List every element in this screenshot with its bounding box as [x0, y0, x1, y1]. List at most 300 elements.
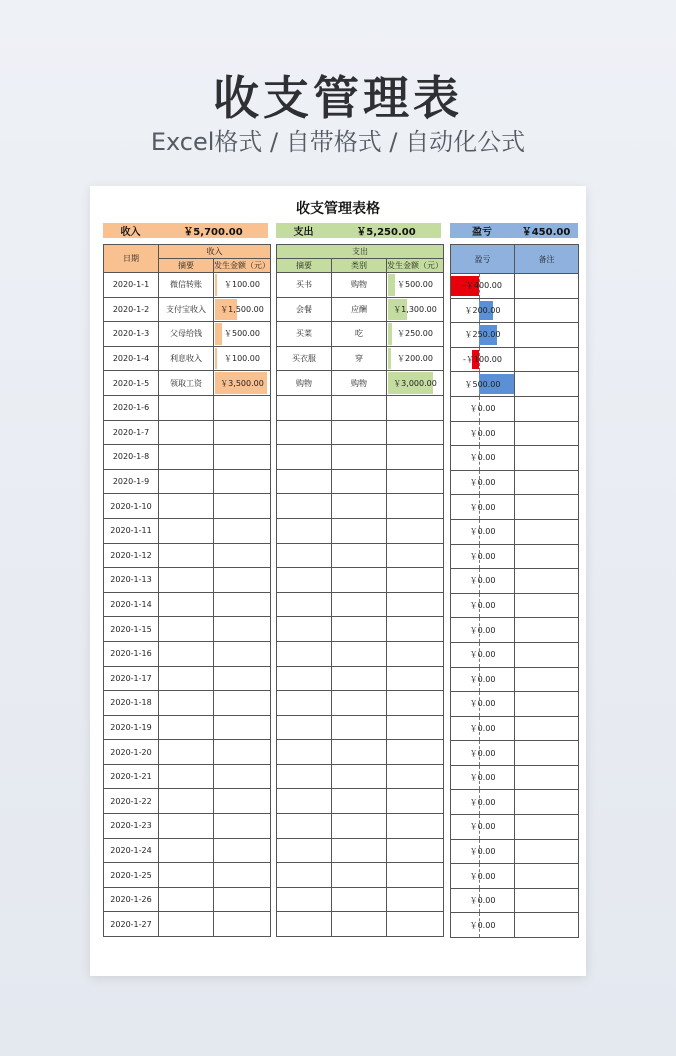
expense-row	[277, 641, 444, 666]
note-cell[interactable]	[515, 372, 579, 397]
date-cell[interactable]: 2020-1-23	[104, 814, 159, 839]
note-cell[interactable]	[515, 913, 579, 938]
income-row	[104, 322, 271, 347]
expense-category-cell[interactable]: 吃	[332, 322, 387, 347]
income-amount-cell[interactable]	[214, 543, 271, 568]
date-cell[interactable]: 2020-1-10	[104, 494, 159, 519]
expense-amount-cell[interactable]	[387, 912, 444, 937]
profit-cell[interactable]	[451, 765, 515, 790]
expense-desc-cell[interactable]	[277, 789, 332, 814]
income-row	[104, 814, 271, 839]
date-cell[interactable]: 2020-1-6	[104, 395, 159, 420]
profit-row	[451, 888, 579, 913]
expense-row	[277, 494, 444, 519]
income-amount-cell[interactable]	[214, 518, 271, 543]
note-cell[interactable]	[515, 298, 579, 323]
expense-desc-cell[interactable]	[277, 912, 332, 937]
note-cell[interactable]	[515, 642, 579, 667]
expense-category-cell[interactable]	[332, 420, 387, 445]
profit-cell[interactable]	[451, 396, 515, 421]
profit-cell[interactable]	[451, 864, 515, 889]
profit-cell[interactable]	[451, 790, 515, 815]
date-cell[interactable]: 2020-1-1	[104, 273, 159, 298]
expense-desc-cell[interactable]	[277, 691, 332, 716]
profit-cell[interactable]	[451, 913, 515, 938]
income-amount-cell[interactable]	[214, 322, 271, 347]
date-cell[interactable]: 2020-1-20	[104, 740, 159, 765]
income-amount-cell[interactable]	[214, 912, 271, 937]
expense-amount-cell[interactable]	[387, 346, 444, 371]
note-cell[interactable]	[515, 274, 579, 299]
date-cell[interactable]: 2020-1-4	[104, 346, 159, 371]
income-desc-cell[interactable]: 父母给钱	[159, 322, 214, 347]
expense-row	[277, 691, 444, 716]
expense-category-cell[interactable]	[332, 789, 387, 814]
expense-category-cell[interactable]	[332, 518, 387, 543]
income-amount-cell[interactable]	[214, 445, 271, 470]
note-cell[interactable]	[515, 716, 579, 741]
profit-cell-text: ￥0.00	[469, 601, 496, 611]
expense-category-cell[interactable]	[332, 617, 387, 642]
profit-cell[interactable]	[451, 741, 515, 766]
date-cell[interactable]: 2020-1-11	[104, 518, 159, 543]
expense-desc-cell[interactable]	[277, 838, 332, 863]
note-cell[interactable]	[515, 323, 579, 348]
expense-amount-cell[interactable]	[387, 592, 444, 617]
expense-row	[277, 297, 444, 322]
note-cell[interactable]	[515, 519, 579, 544]
income-amount-cell-text: ￥1,500.00	[220, 304, 264, 314]
profit-row	[451, 716, 579, 741]
profit-cell[interactable]	[451, 569, 515, 594]
income-row	[104, 641, 271, 666]
income-summary-col-header: 摘要	[159, 259, 214, 273]
note-cell[interactable]	[515, 495, 579, 520]
expense-desc-cell[interactable]	[277, 469, 332, 494]
profit-cell[interactable]	[451, 495, 515, 520]
income-amount-cell[interactable]	[214, 838, 271, 863]
expense-category-cell[interactable]	[332, 740, 387, 765]
expense-category-cell[interactable]	[332, 863, 387, 888]
expense-category-cell[interactable]	[332, 469, 387, 494]
expense-amount-cell[interactable]	[387, 715, 444, 740]
income-amount-cell[interactable]	[214, 420, 271, 445]
income-amount-cell[interactable]	[214, 691, 271, 716]
income-desc-cell[interactable]	[159, 740, 214, 765]
income-row	[104, 912, 271, 937]
profit-cell[interactable]	[451, 274, 515, 299]
profit-cell[interactable]	[451, 667, 515, 692]
profit-row	[451, 790, 579, 815]
income-amount-cell[interactable]	[214, 764, 271, 789]
income-row	[104, 715, 271, 740]
expense-amount-cell[interactable]	[387, 445, 444, 470]
income-row	[104, 420, 271, 445]
expense-row	[277, 863, 444, 888]
income-amount-cell[interactable]	[214, 395, 271, 420]
income-desc-cell[interactable]	[159, 764, 214, 789]
profit-cell[interactable]	[451, 839, 515, 864]
expense-desc-cell[interactable]: 买菜	[277, 322, 332, 347]
expense-desc-cell[interactable]	[277, 395, 332, 420]
income-amount-cell-text: ￥100.00	[224, 280, 260, 290]
date-cell[interactable]: 2020-1-9	[104, 469, 159, 494]
expense-category-cell[interactable]	[332, 395, 387, 420]
date-cell[interactable]: 2020-1-27	[104, 912, 159, 937]
income-desc-cell[interactable]	[159, 617, 214, 642]
income-desc-cell[interactable]	[159, 445, 214, 470]
income-desc-cell[interactable]: 领取工资	[159, 371, 214, 396]
profit-cell[interactable]	[451, 347, 515, 372]
expense-desc-cell[interactable]	[277, 617, 332, 642]
date-header: 日期	[104, 245, 159, 273]
income-desc-cell[interactable]: 支付宝收入	[159, 297, 214, 322]
income-desc-cell[interactable]: 微信转账	[159, 273, 214, 298]
income-amount-cell[interactable]	[214, 592, 271, 617]
expense-category-cell[interactable]	[332, 592, 387, 617]
income-amount-cell[interactable]	[214, 740, 271, 765]
profit-row	[451, 741, 579, 766]
expense-category-cell[interactable]: 购物	[332, 273, 387, 298]
expense-row	[277, 814, 444, 839]
expense-summary	[276, 223, 441, 238]
profit-cell[interactable]	[451, 421, 515, 446]
note-cell[interactable]	[515, 765, 579, 790]
expense-amount-cell-text: ￥500.00	[397, 280, 433, 290]
date-cell[interactable]: 2020-1-22	[104, 789, 159, 814]
expense-category-cell[interactable]: 穿	[332, 346, 387, 371]
date-cell[interactable]: 2020-1-12	[104, 543, 159, 568]
expense-amount-cell[interactable]	[387, 322, 444, 347]
profit-cell-text: ￥200.00	[464, 305, 501, 315]
date-cell[interactable]: 2020-1-18	[104, 691, 159, 716]
income-amount-cell[interactable]	[214, 887, 271, 912]
profit-cell-text: ￥0.00	[469, 723, 496, 733]
note-cell[interactable]	[515, 347, 579, 372]
note-cell[interactable]	[515, 864, 579, 889]
expense-desc-cell[interactable]: 买书	[277, 273, 332, 298]
income-amount-cell[interactable]	[214, 346, 271, 371]
profit-summary	[450, 223, 578, 238]
expense-desc-cell[interactable]	[277, 863, 332, 888]
income-amount-cell-text: ￥100.00	[224, 354, 260, 364]
expense-desc-cell[interactable]	[277, 814, 332, 839]
income-amount-cell[interactable]	[214, 666, 271, 691]
expense-desc-cell[interactable]	[277, 568, 332, 593]
expense-amount-cell[interactable]	[387, 371, 444, 396]
profit-row	[451, 569, 579, 594]
expense-row	[277, 445, 444, 470]
income-row	[104, 666, 271, 691]
income-amount-cell[interactable]	[214, 715, 271, 740]
profit-row	[451, 815, 579, 840]
note-cell[interactable]	[515, 569, 579, 594]
profit-cell[interactable]	[451, 815, 515, 840]
date-cell[interactable]: 2020-1-8	[104, 445, 159, 470]
income-amount-cell[interactable]	[214, 863, 271, 888]
profit-cell[interactable]	[451, 446, 515, 471]
expense-desc-cell[interactable]	[277, 740, 332, 765]
expense-desc-cell[interactable]: 购物	[277, 371, 332, 396]
note-cell[interactable]	[515, 618, 579, 643]
expense-amount-cell[interactable]	[387, 641, 444, 666]
income-row	[104, 297, 271, 322]
income-amount-cell[interactable]	[214, 641, 271, 666]
income-desc-cell[interactable]	[159, 641, 214, 666]
expense-amount-col-header: 发生金额（元）	[387, 259, 444, 273]
profit-cell[interactable]	[451, 323, 515, 348]
profit-row	[451, 593, 579, 618]
expense-desc-cell[interactable]	[277, 666, 332, 691]
date-cell[interactable]: 2020-1-13	[104, 568, 159, 593]
income-desc-cell[interactable]	[159, 420, 214, 445]
income-desc-cell[interactable]	[159, 912, 214, 937]
note-cell[interactable]	[515, 741, 579, 766]
profit-cell-text: -￥100.00	[463, 355, 502, 365]
expense-desc-cell[interactable]	[277, 420, 332, 445]
profit-row	[451, 913, 579, 938]
note-cell[interactable]	[515, 888, 579, 913]
expense-desc-cell[interactable]	[277, 764, 332, 789]
expense-category-cell[interactable]: 应酬	[332, 297, 387, 322]
note-cell[interactable]	[515, 790, 579, 815]
income-desc-cell[interactable]	[159, 691, 214, 716]
expense-category-cell[interactable]	[332, 715, 387, 740]
profit-cell-text: ￥0.00	[469, 502, 496, 512]
expense-row	[277, 789, 444, 814]
note-cell[interactable]	[515, 470, 579, 495]
income-desc-cell[interactable]	[159, 814, 214, 839]
profit-cell[interactable]	[451, 470, 515, 495]
expense-category-cell[interactable]	[332, 445, 387, 470]
expense-category-cell[interactable]: 购物	[332, 371, 387, 396]
income-desc-cell[interactable]	[159, 887, 214, 912]
expense-category-cell[interactable]	[332, 912, 387, 937]
expense-amount-cell[interactable]	[387, 863, 444, 888]
expense-row	[277, 617, 444, 642]
income-amount-cell-bar	[215, 274, 217, 296]
date-cell[interactable]: 2020-1-3	[104, 322, 159, 347]
profit-cell[interactable]	[451, 642, 515, 667]
expense-category-cell[interactable]	[332, 838, 387, 863]
note-cell[interactable]	[515, 815, 579, 840]
expense-amount-cell[interactable]	[387, 691, 444, 716]
profit-cell[interactable]	[451, 544, 515, 569]
expense-desc-cell[interactable]	[277, 641, 332, 666]
expense-category-cell[interactable]	[332, 814, 387, 839]
income-table	[103, 244, 271, 937]
date-cell[interactable]: 2020-1-16	[104, 641, 159, 666]
income-desc-cell[interactable]	[159, 715, 214, 740]
expense-amount-cell[interactable]	[387, 518, 444, 543]
note-cell[interactable]	[515, 667, 579, 692]
income-row	[104, 592, 271, 617]
profit-row	[451, 692, 579, 717]
note-cell[interactable]	[515, 839, 579, 864]
profit-row	[451, 347, 579, 372]
income-row	[104, 346, 271, 371]
income-desc-cell[interactable]	[159, 568, 214, 593]
date-cell[interactable]: 2020-1-26	[104, 887, 159, 912]
expense-amount-cell[interactable]	[387, 420, 444, 445]
profit-cell[interactable]	[451, 692, 515, 717]
income-amount-cell[interactable]	[214, 568, 271, 593]
profit-row	[451, 667, 579, 692]
income-amount-cell[interactable]	[214, 297, 271, 322]
income-row	[104, 469, 271, 494]
expense-row	[277, 764, 444, 789]
expense-amount-cell[interactable]	[387, 887, 444, 912]
profit-row	[451, 519, 579, 544]
expense-summary-col-header: 摘要	[277, 259, 332, 273]
expense-desc-cell[interactable]	[277, 543, 332, 568]
profit-cell-text: ￥0.00	[469, 871, 496, 881]
expense-amount-cell[interactable]	[387, 789, 444, 814]
profit-cell-text: ￥0.00	[469, 674, 496, 684]
note-cell[interactable]	[515, 692, 579, 717]
expense-row	[277, 371, 444, 396]
expense-category-cell[interactable]	[332, 691, 387, 716]
expense-row	[277, 568, 444, 593]
income-amount-cell[interactable]	[214, 494, 271, 519]
income-desc-cell[interactable]	[159, 863, 214, 888]
date-cell[interactable]: 2020-1-5	[104, 371, 159, 396]
profit-cell[interactable]	[451, 716, 515, 741]
expense-category-cell[interactable]	[332, 887, 387, 912]
expense-amount-cell[interactable]	[387, 273, 444, 298]
expense-category-cell[interactable]	[332, 494, 387, 519]
date-cell[interactable]: 2020-1-7	[104, 420, 159, 445]
profit-row	[451, 495, 579, 520]
expense-amount-cell[interactable]	[387, 838, 444, 863]
income-summary	[103, 223, 268, 238]
expense-desc-cell[interactable]: 会餐	[277, 297, 332, 322]
profit-cell[interactable]	[451, 593, 515, 618]
profit-cell[interactable]	[451, 888, 515, 913]
profit-cell-text: ￥0.00	[469, 748, 496, 758]
expense-amount-cell[interactable]	[387, 543, 444, 568]
income-desc-cell[interactable]	[159, 469, 214, 494]
expense-category-cell[interactable]	[332, 666, 387, 691]
income-amount-cell[interactable]	[214, 814, 271, 839]
date-cell[interactable]: 2020-1-21	[104, 764, 159, 789]
income-desc-cell[interactable]: 利息收入	[159, 346, 214, 371]
note-cell[interactable]	[515, 446, 579, 471]
profit-cell-text: ￥0.00	[469, 453, 496, 463]
expense-row	[277, 273, 444, 298]
income-amount-cell-bar	[215, 348, 217, 370]
income-amount-cell[interactable]	[214, 789, 271, 814]
income-desc-cell[interactable]	[159, 838, 214, 863]
expense-amount-cell[interactable]	[387, 568, 444, 593]
income-row	[104, 764, 271, 789]
note-cell[interactable]	[515, 593, 579, 618]
income-row	[104, 740, 271, 765]
date-cell[interactable]: 2020-1-17	[104, 666, 159, 691]
income-desc-cell[interactable]	[159, 395, 214, 420]
expense-desc-cell[interactable]	[277, 445, 332, 470]
profit-cell-text: ￥0.00	[469, 428, 496, 438]
expense-category-cell[interactable]	[332, 543, 387, 568]
note-cell[interactable]	[515, 421, 579, 446]
expense-amount-cell[interactable]	[387, 617, 444, 642]
expense-category-cell[interactable]	[332, 641, 387, 666]
date-cell[interactable]: 2020-1-25	[104, 863, 159, 888]
expense-desc-cell[interactable]	[277, 887, 332, 912]
expense-row	[277, 543, 444, 568]
note-cell[interactable]	[515, 544, 579, 569]
date-cell[interactable]: 2020-1-19	[104, 715, 159, 740]
spreadsheet	[90, 186, 586, 976]
date-cell[interactable]: 2020-1-15	[104, 617, 159, 642]
expense-amount-cell[interactable]	[387, 297, 444, 322]
profit-row	[451, 396, 579, 421]
expense-amount-cell[interactable]	[387, 469, 444, 494]
expense-amount-cell[interactable]	[387, 740, 444, 765]
expense-row	[277, 592, 444, 617]
income-desc-cell[interactable]	[159, 494, 214, 519]
expense-desc-cell[interactable]	[277, 715, 332, 740]
income-row	[104, 887, 271, 912]
expense-amount-cell[interactable]	[387, 494, 444, 519]
note-col-header: 备注	[515, 245, 579, 274]
profit-cell-text: ￥0.00	[469, 625, 496, 635]
date-cell[interactable]: 2020-1-24	[104, 838, 159, 863]
expense-amount-cell[interactable]	[387, 764, 444, 789]
profit-cell[interactable]	[451, 372, 515, 397]
expense-desc-cell[interactable]	[277, 592, 332, 617]
income-desc-cell[interactable]	[159, 789, 214, 814]
income-amount-cell[interactable]	[214, 617, 271, 642]
income-row	[104, 543, 271, 568]
profit-cell-text: ￥0.00	[469, 797, 496, 807]
profit-cell-text: ￥500.00	[464, 379, 501, 389]
income-amount-cell[interactable]	[214, 371, 271, 396]
note-cell[interactable]	[515, 396, 579, 421]
income-desc-cell[interactable]	[159, 592, 214, 617]
expense-amount-cell-bar	[388, 348, 391, 370]
income-desc-cell[interactable]	[159, 666, 214, 691]
expense-category-cell[interactable]	[332, 764, 387, 789]
expense-amount-cell[interactable]	[387, 814, 444, 839]
profit-cell-text: ￥0.00	[469, 576, 496, 586]
expense-desc-cell[interactable]	[277, 518, 332, 543]
expense-desc-cell[interactable]: 买衣服	[277, 346, 332, 371]
income-amount-col-header: 发生金额（元）	[214, 259, 271, 273]
date-cell[interactable]: 2020-1-14	[104, 592, 159, 617]
income-amount-cell[interactable]	[214, 469, 271, 494]
income-amount-cell[interactable]	[214, 273, 271, 298]
income-desc-cell[interactable]	[159, 518, 214, 543]
profit-cell[interactable]	[451, 298, 515, 323]
expense-row	[277, 838, 444, 863]
date-cell[interactable]: 2020-1-2	[104, 297, 159, 322]
profit-cell-text: ￥0.00	[469, 773, 496, 783]
expense-row	[277, 740, 444, 765]
profit-cell[interactable]	[451, 519, 515, 544]
expense-amount-cell[interactable]	[387, 666, 444, 691]
income-desc-cell[interactable]	[159, 543, 214, 568]
expense-amount-cell-text: ￥1,300.00	[393, 304, 437, 314]
profit-cell[interactable]	[451, 618, 515, 643]
expense-amount-cell[interactable]	[387, 395, 444, 420]
page-subtitle: Excel格式 / 自带格式 / 自动化公式	[150, 128, 526, 156]
profit-cell-text: ￥0.00	[469, 404, 496, 414]
expense-amount-cell-bar	[388, 323, 392, 345]
expense-desc-cell[interactable]	[277, 494, 332, 519]
expense-category-cell[interactable]	[332, 568, 387, 593]
income-row	[104, 691, 271, 716]
